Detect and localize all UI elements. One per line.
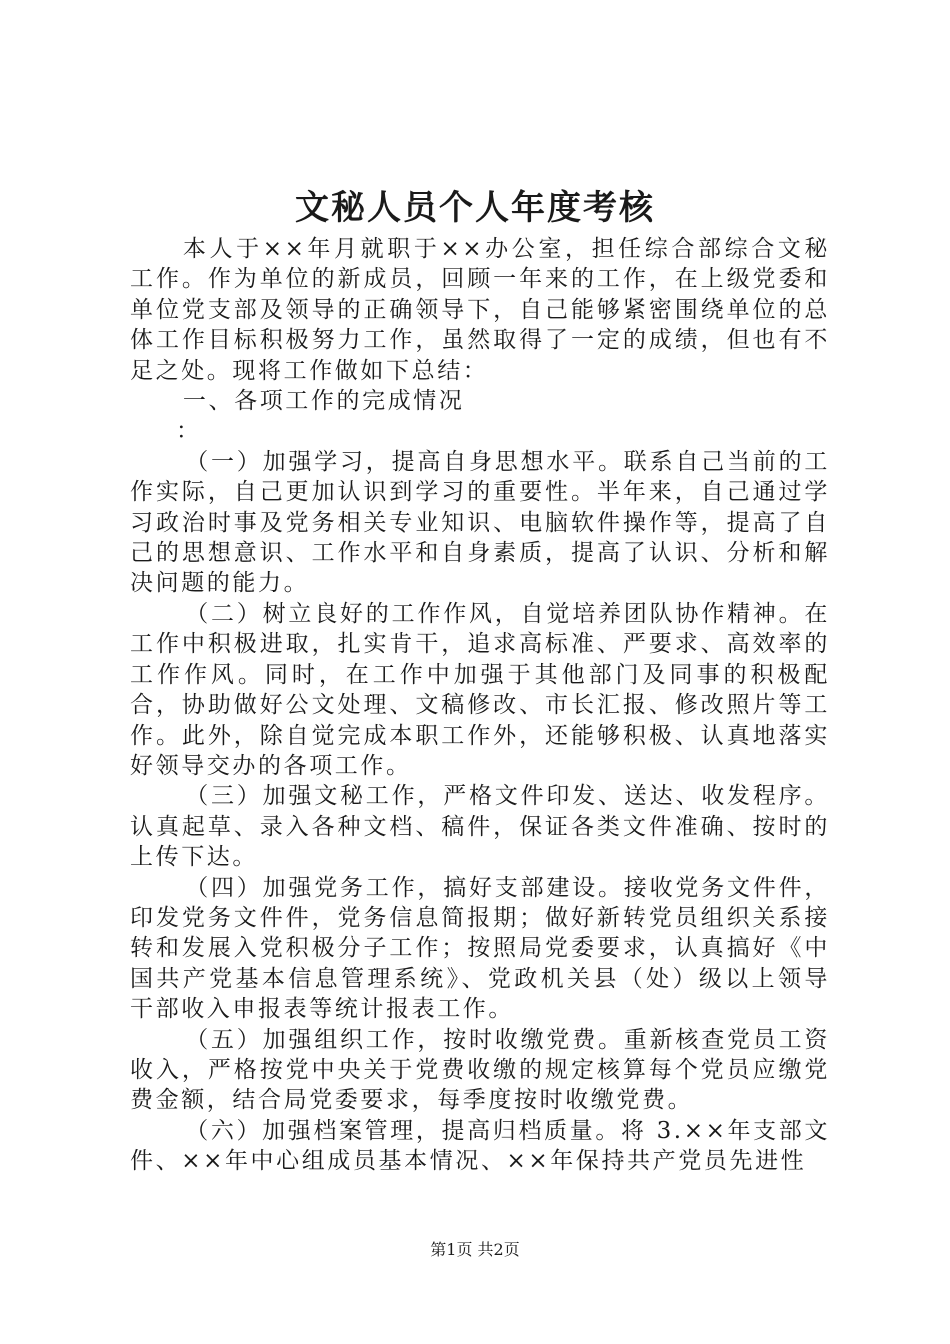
- item-paragraph-1: （一）加强学习，提高自身思想水平。联系自己当前的工作实际，自己更加认识到学习的重要性。半年来，自己通过学习政治时事及党务相关专业知识、电脑软件操作等，提高了自己的思想意识、工作水平和自身素质，提高了认识、分析和解决问题的能力。: [130, 448, 830, 597]
- page-footer: 第1页 共2页: [430, 1240, 520, 1259]
- section-heading: 一、各项工作的完成情况: [182, 388, 465, 415]
- item-paragraph-3: （三）加强文秘工作，严格文件印发、送达、收发程序。认真起草、录入各种文档、稿件，保证各类文件准确、按时的上传下达。: [130, 783, 830, 871]
- item-paragraph-4: （四）加强党务工作，搞好支部建设。接收党务文件件，印发党务文件件，党务信息简报期；做好新转党员组织关系接转和发展入党积极分子工作；按照局党委要求，认真搞好《中国共产党基本信息管理系统》、党政机关县（处）级以上领导干部收入申报表等统计报表工作。: [130, 874, 830, 1023]
- item-paragraph-5: （五）加强组织工作，按时收缴党费。重新核查党员工资收入，严格按党中央关于党费收缴的规定核算每个党员应缴党费金额，结合局党委要求，每季度按时收缴党费。: [130, 1026, 830, 1114]
- section-colon: ：: [176, 418, 202, 445]
- document-body: [130, 234, 830, 1177]
- item-paragraph-6: （六）加强档案管理，提高归档质量。将 3.××年支部文件、××年中心组成员基本情况、××年保持共产党员先进性: [130, 1117, 830, 1175]
- document-title: 文秘人员个人年度考核: [295, 188, 655, 228]
- intro-paragraph: 本人于××年月就职于××办公室，担任综合部综合文秘工作。作为单位的新成员，回顾一年来的工作，在上级党委和单位党支部及领导的正确领导下，自己能够紧密围绕单位的总体工作目标积极努力工作，虽然取得了一定的成绩，但也有不足之处。现将工作做如下总结：: [130, 236, 830, 384]
- item-paragraph-2: （二）树立良好的工作作风，自觉培养团队协作精神。在工作中积极进取，扎实肯干，追求高标准、严要求、高效率的工作作风。同时，在工作中加强于其他部门及同事的积极配合，协助做好公文处理、文稿修改、市长汇报、修改照片等工作。此外，除自觉完成本职工作外，还能够积极、认真地落实好领导交办的各项工作。: [130, 600, 830, 779]
